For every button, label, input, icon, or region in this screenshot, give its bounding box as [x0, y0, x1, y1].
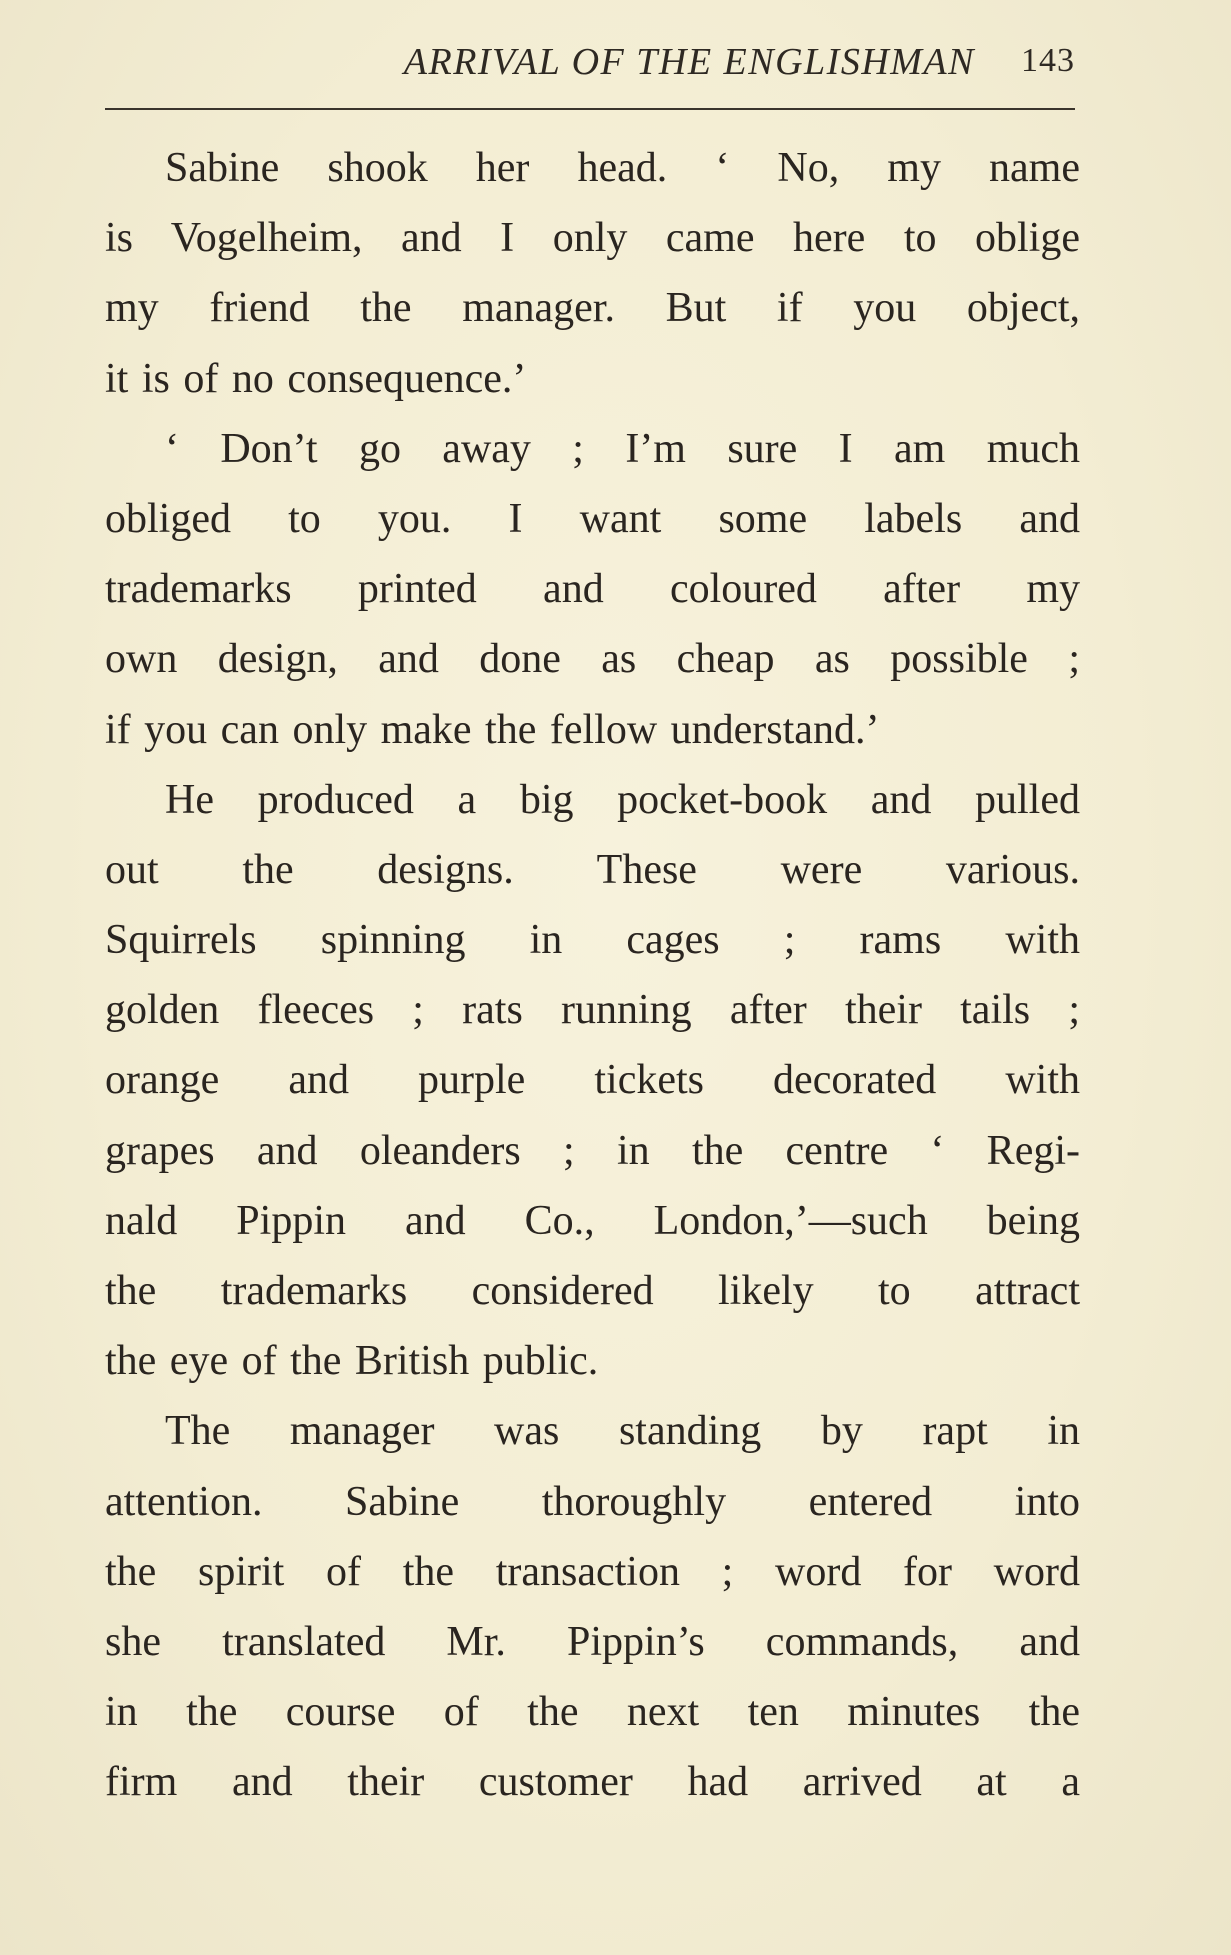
text-line: attention. Sabine thoroughly entered into — [105, 1478, 1080, 1525]
text-line: trademarks printed and coloured after my — [105, 566, 1080, 613]
text-line: Squirrels spinning in cages ; rams with — [105, 917, 1080, 964]
text-line: own design, and done as cheap as possible ; — [105, 636, 1080, 683]
text-line: ‘ Don’t go away ; I’m sure I am much — [165, 425, 1080, 472]
text-line: if you can only make the fellow understand.’ — [105, 706, 880, 753]
text-line: Sabine shook her head. ‘ No, my name — [165, 145, 1080, 191]
text-line: obliged to you. I want some labels and — [105, 495, 1080, 542]
page-number: 143 — [1021, 42, 1075, 79]
text-line: nald Pippin and Co., London,’—such being — [105, 1197, 1080, 1244]
running-title: ARRIVAL OF THE ENGLISHMAN — [403, 41, 975, 83]
text-line: orange and purple tickets decorated with — [105, 1057, 1080, 1104]
text-line: grapes and oleanders ; in the centre ‘ Regi- — [105, 1127, 1080, 1174]
body-text — [105, 133, 1085, 1818]
text-line: in the course of the next ten minutes the — [105, 1689, 1080, 1736]
text-line: The manager was standing by rapt in — [165, 1408, 1080, 1455]
text-line: golden fleeces ; rats running after their tails ; — [105, 987, 1080, 1034]
running-head — [105, 30, 1075, 90]
header-rule — [105, 108, 1075, 110]
text-line: is Vogelheim, and I only came here to oblige — [105, 215, 1080, 262]
text-line: out the designs. These were various. — [105, 846, 1080, 893]
text-line: He produced a big pocket-book and pulled — [165, 776, 1080, 823]
text-line: the trademarks considered likely to attract — [105, 1268, 1080, 1314]
text-line: it is of no consequence.’ — [105, 355, 527, 402]
text-line: the spirit of the transaction ; word for word — [105, 1548, 1080, 1595]
text-line: she translated Mr. Pippin’s commands, and — [105, 1618, 1080, 1665]
text-line: my friend the manager. But if you object, — [105, 285, 1080, 332]
text-line: the eye of the British public. — [105, 1338, 599, 1385]
text-line: firm and their customer had arrived at a — [105, 1759, 1080, 1806]
